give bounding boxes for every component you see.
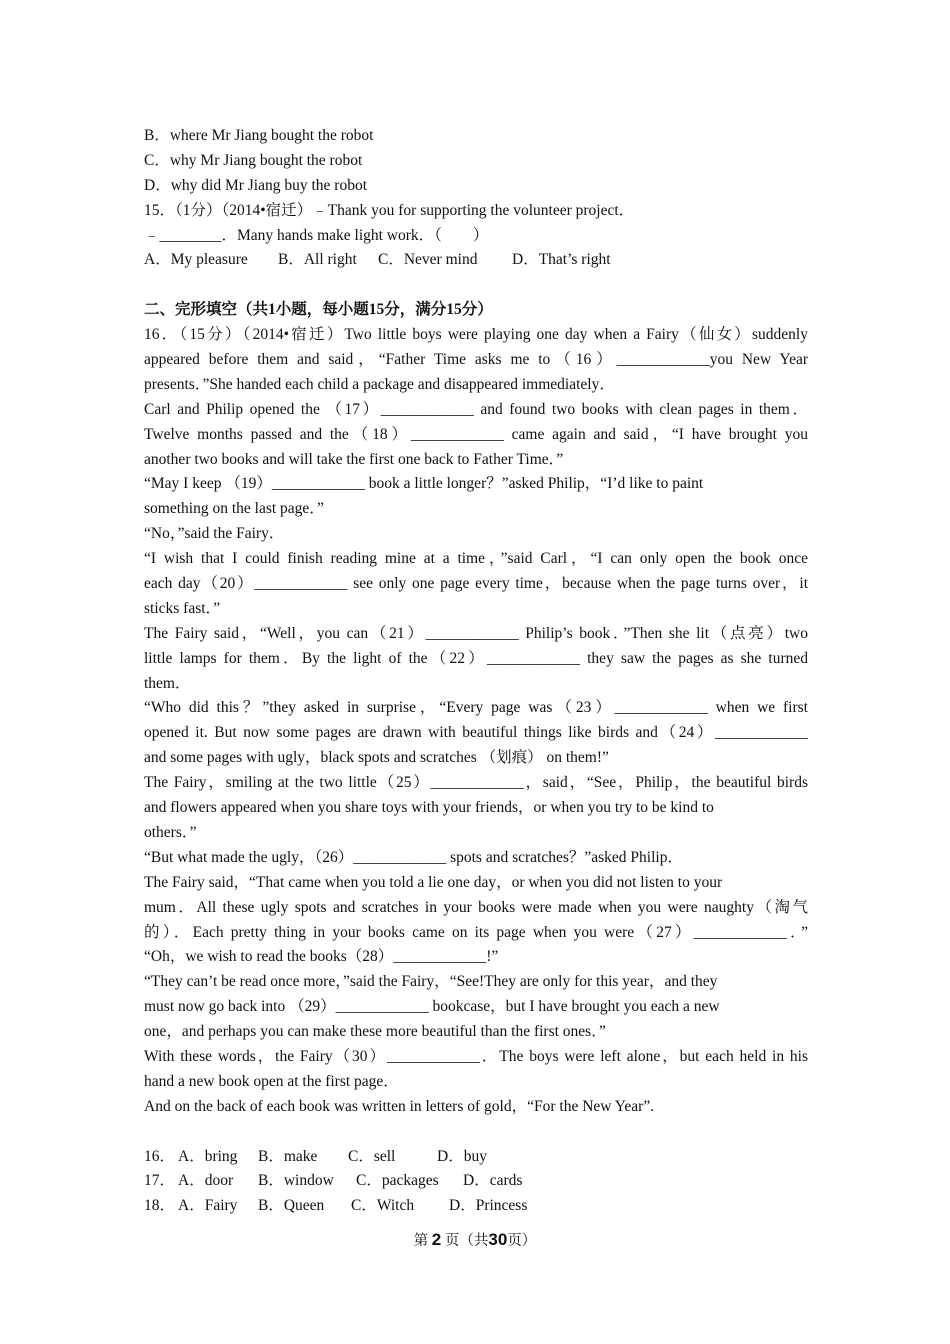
passage-line: one，and perhaps you can make these more beautiful than the first ones．” <box>144 1023 606 1041</box>
question-15-line2: ﹣________．Many hands make light work．（ ） <box>144 226 489 244</box>
option-line: B．where Mr Jiang bought the robot <box>144 127 374 144</box>
passage-line: something on the last page．” <box>144 500 324 518</box>
question-15-options <box>144 248 808 273</box>
passage-line: opened it. But now some pages are drawn with beautiful things like birds and（24）____________ <box>144 724 808 742</box>
option-b: B．window <box>258 1172 334 1190</box>
question-15-stem: 15．（1分）（2014•宿迁）﹣Thank you for supporting the volunteer project． <box>144 201 635 219</box>
option-line: D．why did Mr Jiang buy the robot <box>144 176 368 194</box>
passage-line: 的）．Each pretty thing in your books came on its page when you were（27）____________．” <box>144 923 808 941</box>
passage-line: With these words，the Fairy（30）____________．The boys were left alone，but each held in his <box>144 1047 808 1065</box>
question-number: 17． <box>144 1172 176 1190</box>
passage-line: little lamps for them．By the light of the（22）____________ they saw the pages as she turned <box>144 649 808 667</box>
passage-line: The Fairy said，“Well，you can（21）____________ Philip’s book．”Then she lit（点亮）two <box>144 624 808 642</box>
option-d: D．cards <box>463 1172 523 1190</box>
passage-line: Twelve months passed and the（18）____________ came again and said，“I have brought you <box>144 425 808 443</box>
option-b: B．Queen <box>258 1197 325 1215</box>
option-a: A．bring <box>178 1147 238 1165</box>
option-c: C．Witch <box>351 1197 415 1215</box>
passage-line: “I wish that I could finish reading mine at a time，”said Carl，“I can only open the book once <box>144 550 808 568</box>
option-d: D．Princess <box>449 1197 528 1215</box>
section-title: 二、完形填空（共1小题，每小题15分，满分15分） <box>144 301 493 319</box>
page-footer <box>0 1228 950 1253</box>
option-b: B．All right <box>278 251 357 269</box>
option-d: D．buy <box>437 1147 487 1165</box>
passage-line: “They can’t be read once more，”said the Fairy，“See!They are only for this year，and they <box>144 973 718 991</box>
option-a: A．Fairy <box>178 1197 238 1215</box>
footer-suffix: 页） <box>507 1233 537 1249</box>
cloze-passage <box>144 323 808 1120</box>
passage-line: “No，”said the Fairy． <box>144 525 285 543</box>
passage-line: appeared before them and said，“Father Time asks me to（16）____________you New Year <box>144 351 808 369</box>
passage-line: and flowers appeared when you share toys with your friends，or when you try to be kind to <box>144 799 714 817</box>
footer-prefix: 第 <box>413 1233 429 1249</box>
footer-middle: 页（共 <box>444 1233 489 1249</box>
option-line: C．why Mr Jiang bought the robot <box>144 151 363 169</box>
passage-line: them． <box>144 674 191 692</box>
passage-line: “But what made the ugly，（26）____________ spots and scratches？”asked Philip． <box>144 848 683 866</box>
option-d: D．That’s right <box>512 251 611 269</box>
question-number: 18． <box>144 1197 176 1215</box>
option-c: C．packages <box>356 1172 439 1190</box>
passage-line: mum．All these ugly spots and scratches in your books were made when you were naughty（淘气 <box>144 898 808 916</box>
passage-line: and some pages with ugly，black spots and scratches （划痕） on them!” <box>144 749 609 767</box>
option-c: C．sell <box>348 1147 396 1165</box>
passage-line: another two books and will take the first one back to Father Time．” <box>144 450 564 468</box>
passage-line: sticks fast．” <box>144 599 221 617</box>
passage-line: The Fairy，smiling at the two little（25）____________，said，“See，Philip，the beautiful birds <box>144 774 808 792</box>
passage-line: “Oh，we wish to read the books（28）____________!” <box>144 948 499 966</box>
document-page <box>144 124 808 1219</box>
passage-line: And on the back of each book was written in letters of gold，“For the New Year”. <box>144 1097 655 1115</box>
option-a: A．My pleasure <box>144 251 248 269</box>
footer-total-pages: 30 <box>488 1230 508 1249</box>
passage-line: others．” <box>144 823 197 841</box>
passage-line: The Fairy said，“That came when you told a lie one day，or when you did not listen to your <box>144 873 723 891</box>
passage-line: 16．（15分）（2014•宿迁）Two little boys were playing one day when a Fairy（仙女）suddenly <box>144 326 808 344</box>
option-c: C．Never mind <box>378 251 478 269</box>
passage-line: must now go back into （29）____________ bookcase，but I have brought you each a new <box>144 998 720 1016</box>
option-a: A．door <box>178 1172 234 1190</box>
passage-line: presents．”She handed each child a package and disappeared immediately． <box>144 375 615 393</box>
answer-row-18 <box>144 1194 808 1219</box>
question-number: 16． <box>144 1147 176 1165</box>
passage-line: Carl and Philip opened the （17）____________ and found two books with clean pages in them． <box>144 400 808 418</box>
passage-line: each day（20）____________ see only one page every time，because when the page turns over，it <box>144 575 808 593</box>
answer-row-16 <box>144 1145 808 1170</box>
option-b: B．make <box>258 1147 318 1165</box>
footer-page-number: 2 <box>431 1230 442 1249</box>
passage-line: “Who did this？”they asked in surprise，“Every page was（23）____________ when we first <box>144 699 808 717</box>
passage-line: “May I keep （19）____________ book a little longer？”asked Philip，“I’d like to paint <box>144 475 704 493</box>
answer-row-17 <box>144 1169 808 1194</box>
passage-line: hand a new book open at the first page． <box>144 1072 399 1090</box>
